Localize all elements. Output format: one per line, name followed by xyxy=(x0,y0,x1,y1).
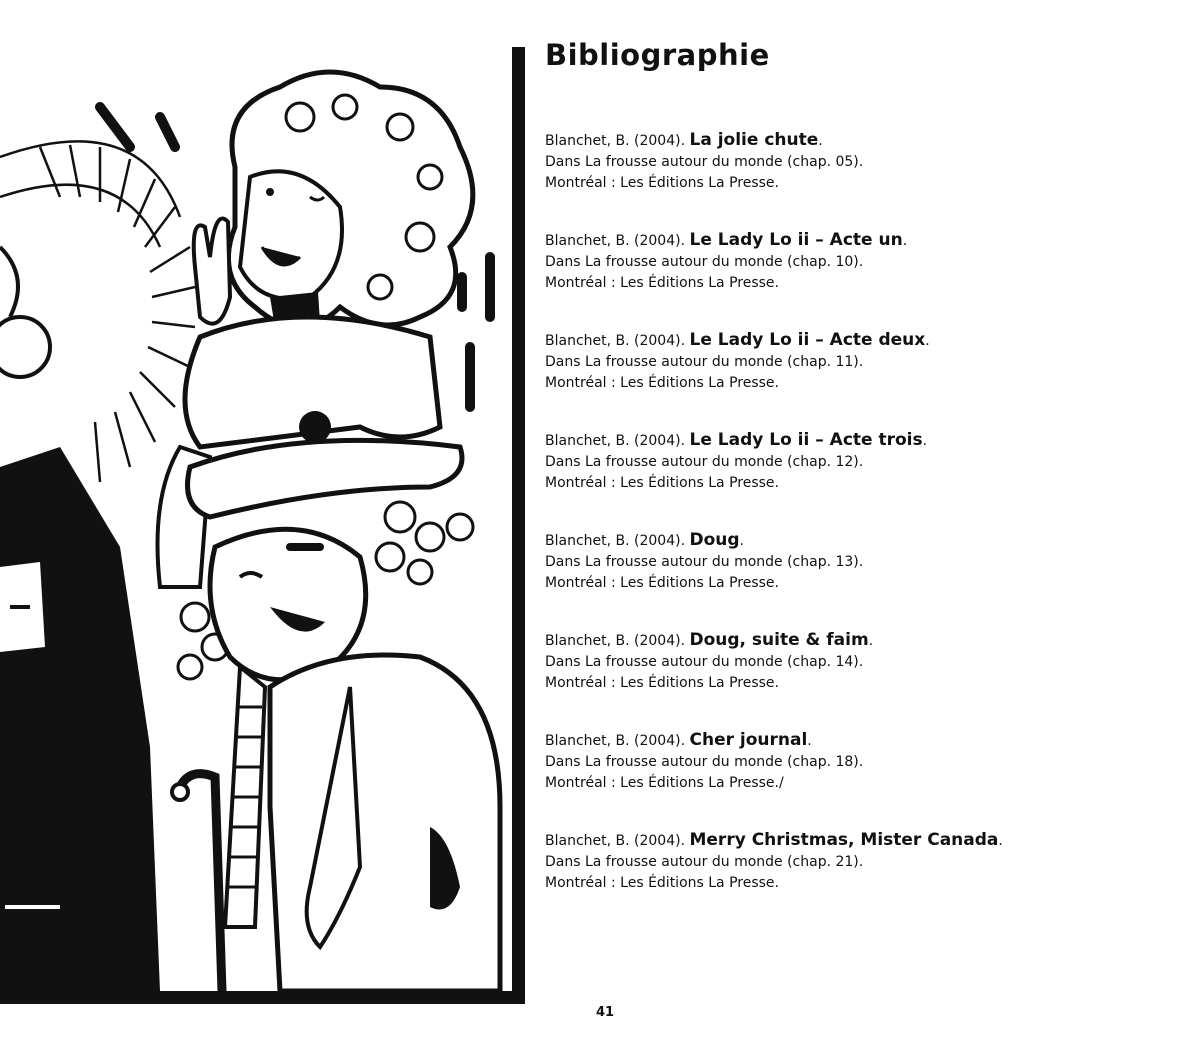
entry-title-end: . xyxy=(998,833,1003,849)
entry-author: Blanchet, B. (2004). xyxy=(545,633,690,649)
entry-publisher: Montréal : Les Éditions La Presse. xyxy=(545,275,779,291)
entry-source: Dans La frousse autour du monde (chap. 14). xyxy=(545,654,864,670)
bibliography-entry xyxy=(545,430,1185,530)
entry-citation-line xyxy=(545,430,1185,452)
entry-author: Blanchet, B. (2004). xyxy=(545,133,690,149)
entry-title: Doug, suite & faim xyxy=(689,630,869,650)
entry-source: Dans La frousse autour du monde (chap. 21). xyxy=(545,854,864,870)
entry-title-end: . xyxy=(807,733,812,749)
entry-source: Dans La frousse autour du monde (chap. 10). xyxy=(545,254,864,270)
bibliography-entry xyxy=(545,530,1185,630)
entry-citation-line xyxy=(545,530,1185,552)
entry-title: Le Lady Lo ii – Acte trois xyxy=(689,430,923,450)
entry-author: Blanchet, B. (2004). xyxy=(545,433,690,449)
entry-citation-line xyxy=(545,330,1185,352)
entry-publisher: Montréal : Les Éditions La Presse. xyxy=(545,375,779,391)
entry-title: Le Lady Lo ii – Acte deux xyxy=(689,330,926,350)
entry-source: Dans La frousse autour du monde (chap. 11). xyxy=(545,354,864,370)
entry-author: Blanchet, B. (2004). xyxy=(545,733,690,749)
bibliography-list xyxy=(545,130,1185,930)
entry-author: Blanchet, B. (2004). xyxy=(545,233,690,249)
entry-author: Blanchet, B. (2004). xyxy=(545,533,690,549)
entry-title: Le Lady Lo ii – Acte un xyxy=(689,230,903,250)
page-number: 41 xyxy=(595,1005,615,1020)
entry-title-end: . xyxy=(925,333,930,349)
bibliography-entry xyxy=(545,830,1185,930)
bibliography-heading: Bibliographie xyxy=(545,38,770,72)
entry-title-end: . xyxy=(922,433,928,449)
bibliography-entry xyxy=(545,630,1185,730)
entry-publisher: Montréal : Les Éditions La Presse. xyxy=(545,175,779,191)
bibliography-entry xyxy=(545,730,1185,830)
bibliography-entry xyxy=(545,130,1185,230)
entry-citation-line xyxy=(545,230,1185,252)
comic-illustration xyxy=(0,47,525,1004)
entry-author: Blanchet, B. (2004). xyxy=(545,333,690,349)
entry-title-end: . xyxy=(902,233,908,249)
entry-source: Dans La frousse autour du monde (chap. 12). xyxy=(545,454,864,470)
bibliography-entry xyxy=(545,330,1185,430)
entry-title: La jolie chute xyxy=(689,130,819,150)
entry-publisher: Montréal : Les Éditions La Presse. xyxy=(545,575,779,591)
bibliography-entry xyxy=(545,230,1185,330)
entry-title: Merry Christmas, Mister Canada xyxy=(689,830,999,850)
entry-source: Dans La frousse autour du monde (chap. 18). xyxy=(545,754,864,770)
entry-source: Dans La frousse autour du monde (chap. 13). xyxy=(545,554,864,570)
entry-publisher: Montréal : Les Éditions La Presse. xyxy=(545,675,779,691)
entry-title: Cher journal xyxy=(689,730,808,750)
entry-publisher: Montréal : Les Éditions La Presse./ xyxy=(545,775,784,791)
entry-source: Dans La frousse autour du monde (chap. 05). xyxy=(545,154,864,170)
entry-citation-line xyxy=(545,730,1185,752)
entry-publisher: Montréal : Les Éditions La Presse. xyxy=(545,475,779,491)
entry-citation-line xyxy=(545,630,1185,652)
illustration-drawing xyxy=(0,47,525,1004)
entry-citation-line xyxy=(545,130,1185,152)
entry-title-end: . xyxy=(739,533,744,549)
entry-publisher: Montréal : Les Éditions La Presse. xyxy=(545,875,779,891)
entry-title-end: . xyxy=(868,633,874,649)
entry-citation-line xyxy=(545,830,1185,852)
entry-title: Doug xyxy=(689,530,740,550)
entry-title-end: . xyxy=(818,133,823,149)
entry-author: Blanchet, B. (2004). xyxy=(545,833,690,849)
